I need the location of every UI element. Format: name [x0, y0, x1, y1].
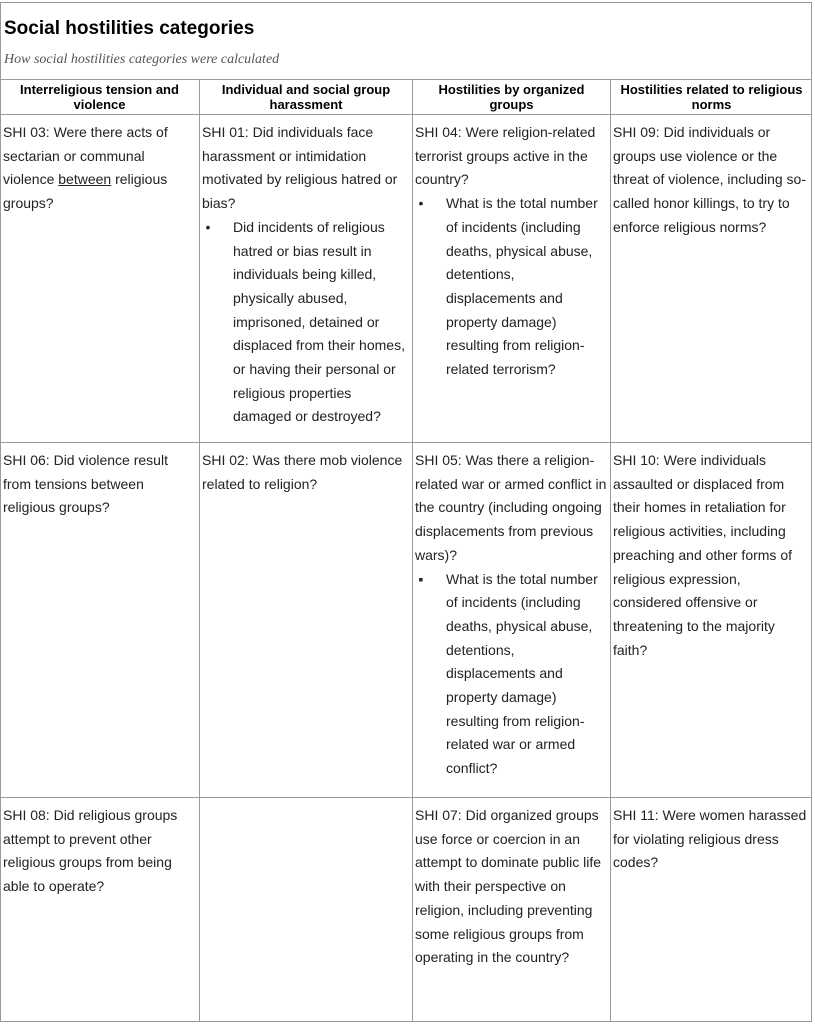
column-header-interreligious: Interreligious tension and violence [20, 82, 179, 112]
cell-question: SHI 10: Were individuals assaulted or displaced from their homes in retaliation for religious activities, including preaching and other forms of religious expression, considered offensive or threatening to the majority faith? [613, 452, 792, 658]
cell-sub-question [415, 192, 607, 382]
cell-sub-question [415, 568, 607, 781]
table-cell-shi-10 [610, 443, 812, 662]
table-cell-shi-03 [0, 115, 199, 216]
column-header-harassment: Individual and social group harassment [221, 82, 391, 112]
square-bullet-icon: ▪ [418, 570, 424, 587]
bullet-icon: • [418, 195, 424, 212]
cell-question: SHI 06: Did violence result from tensions between religious groups? [3, 452, 168, 516]
cell-question: SHI 02: Was there mob violence related to religion? [202, 452, 403, 492]
cell-question: SHI 01: Did individuals face harassment or intimidation motivated by religious hatred or bias? [202, 124, 398, 212]
cell-question: SHI 11: Were women harassed for violating religious dress codes? [613, 807, 807, 871]
table-cell-shi-11 [610, 798, 812, 875]
table-cell-shi-07 [412, 798, 610, 970]
categories-table [0, 79, 812, 1022]
cell-question: SHI 05: Was there a religion-related war or armed conflict in the country (including ongoing displacements from previous wars)? [415, 452, 607, 563]
cell-question: SHI 04: Were religion-related terrorist groups active in the country? [415, 124, 596, 188]
table-top-rule [0, 79, 812, 80]
table-cell-shi-01 [199, 115, 412, 429]
table-cell-shi-09 [610, 115, 812, 240]
sub-question-text: Did incidents of religious hatred or bias result in individuals being killed, physically abused, imprisoned, detained or displaced from their homes, or having their personal or religious properties damaged or destroyed? [233, 218, 405, 425]
table-cell-shi-08 [0, 798, 199, 899]
sub-question-text: What is the total number of incidents (including deaths, physical abuse, detentions, displacements and property damage) resulting from religion-related war or armed conflict? [446, 570, 598, 777]
table-cell-shi-05 [412, 443, 610, 781]
bullet-icon: • [205, 218, 211, 235]
question-text-end: religious groups? [3, 171, 168, 212]
cell-question: SHI 07: Did organized groups use force or coercion in an attempt to dominate public life with their perspective on religion, including preventing some religious groups from operating in the country? [415, 807, 601, 966]
cell-question: SHI 09: Did individuals or groups use violence or the threat of violence, including so-called honor killings, to try to enforce religious norms? [613, 124, 806, 235]
table-cell-shi-06 [0, 443, 199, 520]
question-text: SHI 03: Were there acts of sectarian or communal violence [3, 124, 168, 188]
column-header-religious-norms: Hostilities related to religious norms [620, 82, 803, 112]
cell-question [3, 121, 196, 216]
table-cell-shi-02 [199, 443, 412, 496]
cell-question: SHI 08: Did religious groups attempt to prevent other religious groups from being able to operate? [3, 807, 178, 895]
column-header-organized-groups: Hostilities by organized groups [438, 82, 585, 112]
cell-sub-question [202, 216, 409, 429]
page-subtitle: How social hostilities categories were calculated [4, 52, 280, 67]
underlined-word: between [58, 171, 112, 188]
sub-question-text: What is the total number of incidents (including deaths, physical abuse, detentions, displacements and property damage) resulting from religion-related terrorism? [446, 195, 598, 378]
page-title: Social hostilities categories [4, 18, 255, 39]
table-cell-empty [199, 798, 412, 804]
table-cell-shi-04 [412, 115, 610, 382]
